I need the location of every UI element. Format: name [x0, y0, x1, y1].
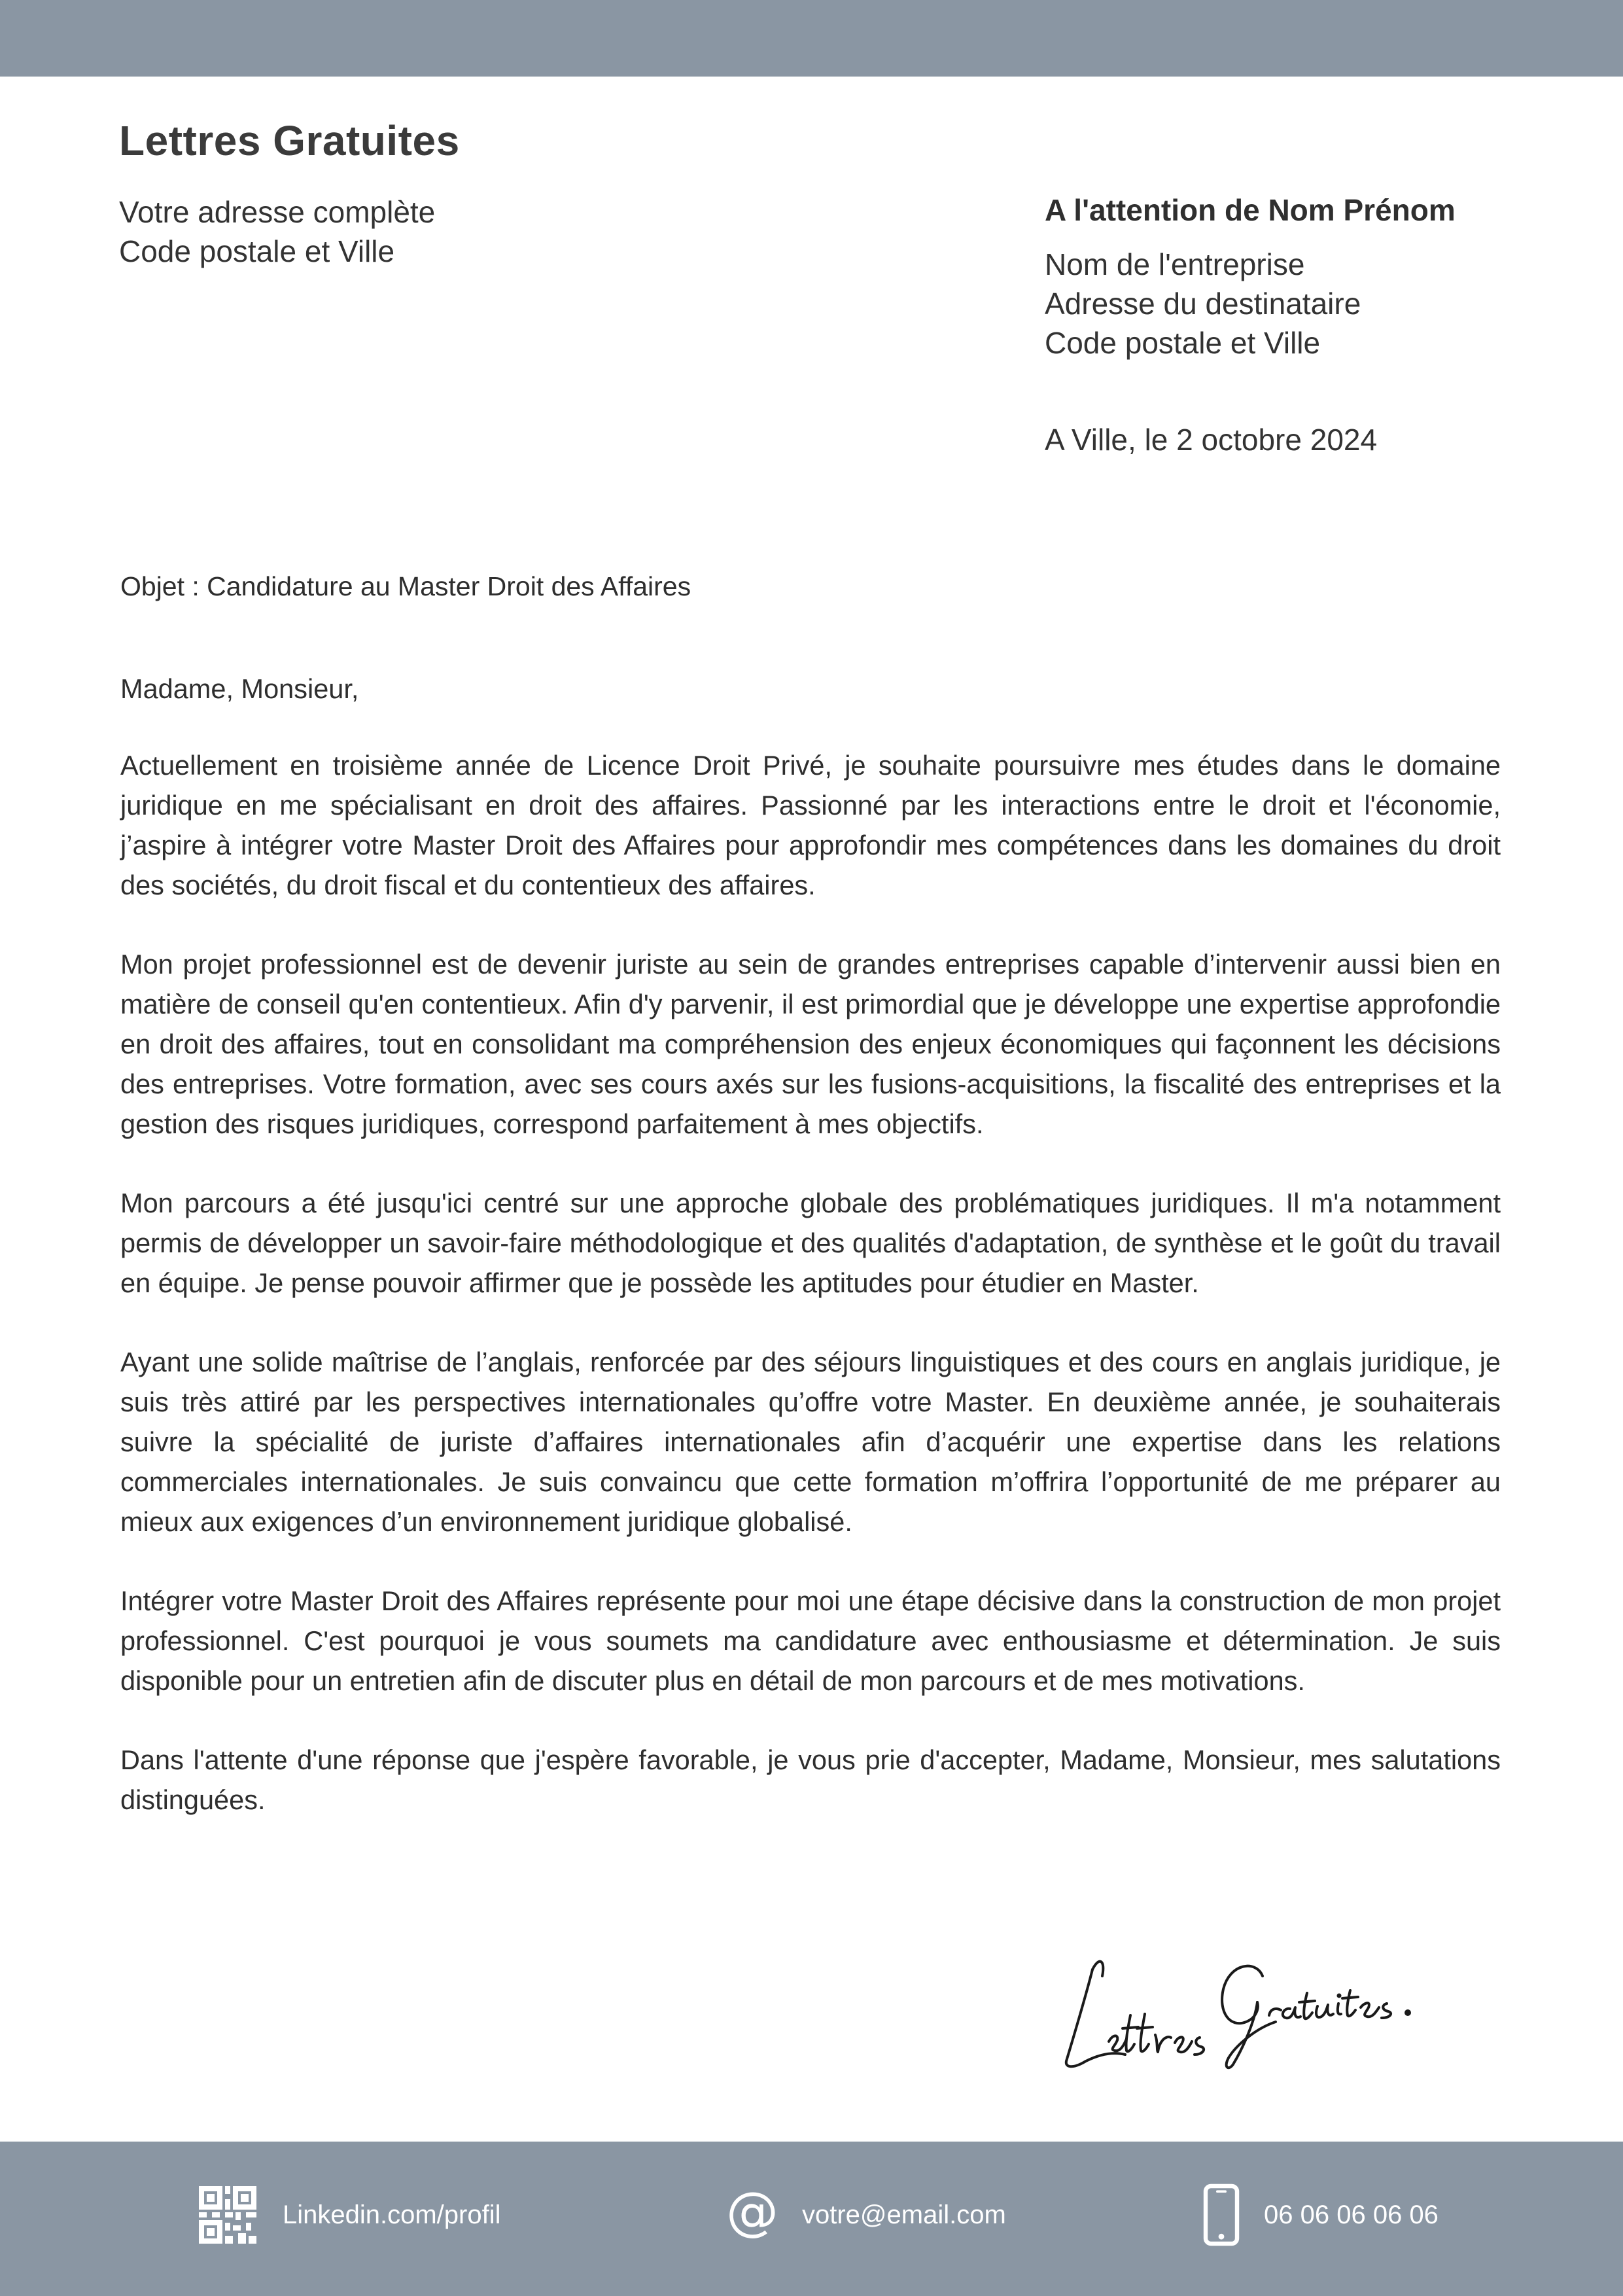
- handwritten-signature: [1047, 1930, 1439, 2087]
- greeting: Madame, Monsieur,: [120, 673, 359, 704]
- smartphone-icon: [1202, 2183, 1240, 2246]
- phone-number[interactable]: 06 06 06 06 06: [1264, 2200, 1439, 2229]
- body-paragraph: Actuellement en troisième année de Licence Droit Privé, je souhaite poursuivre mes études dans le domaine juridique en me spécialisant en droit des affaires. Passionné par les interactions entre le droit et l'économie, j’aspire à intégrer votre Master Droit des Affaires pour approfondir mes compétences dans les domaines du droit des sociétés, du droit fiscal et du contentieux des affaires.: [120, 750, 1501, 900]
- email-link[interactable]: votre@email.com: [802, 2200, 1006, 2229]
- letter-subject: Objet : Candidature au Master Droit des Affaires: [120, 571, 691, 601]
- sender-address-line: Votre adresse complète: [119, 195, 436, 229]
- footer-linkedin[interactable]: [196, 2182, 501, 2248]
- sender-name: Lettres Gratuites: [119, 117, 460, 164]
- recipient-city: Code postale et Ville: [1045, 326, 1321, 360]
- linkedin-link[interactable]: Linkedin.com/profil: [283, 2200, 501, 2229]
- body-paragraph: Mon projet professionnel est de devenir juriste au sein de grandes entreprises capable d’intervenir aussi bien en matière de conseil qu'en contentieux. Afin d'y parvenir, il est primordial que je développe une expertise approfondie en droit des affaires, tout en consolidant ma compréhension des enjeux économiques qui façonnent les décisions des entreprises. Votre formation, avec ses cours axés sur les fusions-acquisitions, la fiscalité des entreprises et la gestion des risques juridiques, correspond parfaitement à mes objectifs.: [120, 949, 1501, 1139]
- letter-date: A Ville, le 2 octobre 2024: [1045, 423, 1378, 457]
- header-band: [0, 0, 1623, 77]
- at-sign-icon: @: [726, 2181, 778, 2242]
- recipient-address: Adresse du destinataire: [1045, 287, 1361, 321]
- body-paragraph: Mon parcours a été jusqu'ici centré sur une approche globale des problématiques juridiques. Il m'a notamment permis de développer un savoir-faire méthodologique et des qualités d'adaptation, de synthèse et le goût du travail en équipe. Je pense pouvoir affirmer que je possède les aptitudes pour étudier en Master.: [120, 1188, 1501, 1298]
- footer-email[interactable]: [726, 2182, 1006, 2248]
- qr-code-icon: [196, 2183, 259, 2246]
- recipient-company: Nom de l'entreprise: [1045, 247, 1305, 281]
- footer-phone[interactable]: [1202, 2182, 1439, 2248]
- sender-city-line: Code postale et Ville: [119, 234, 395, 268]
- recipient-attention: A l'attention de Nom Prénom: [1045, 193, 1456, 227]
- body-paragraph: Intégrer votre Master Droit des Affaires représente pour moi une étape décisive dans la construction de mon projet professionnel. C'est pourquoi je vous soumets ma candidature avec enthousiasme et détermination. Je suis disponible pour un entretien afin de discuter plus en détail de mon parcours et de mes motivations.: [120, 1585, 1501, 1696]
- body-paragraph: Ayant une solide maîtrise de l’anglais, renforcée par des séjours linguistiques et des cours en anglais juridique, je suis très attiré par les perspectives internationales qu’offre votre Master. En deuxième année, je souhaiterais suivre la spécialité de juriste d’affaires internationales afin d’acquérir une expertise dans les relations commerciales internationales. Je suis convaincu que cette formation m’offrira l’opportunité de me préparer au mieux aux exigences d’un environnement juridique globalisé.: [120, 1347, 1501, 1537]
- recipient-block: [1045, 190, 1568, 362]
- letter-body: [120, 669, 1501, 1859]
- closing-paragraph: Dans l'attente d'une réponse que j'espère favorable, je vous prie d'accepter, Madame, Monsieur, mes salutations distinguées.: [120, 1744, 1501, 1815]
- sender-address: [119, 192, 435, 271]
